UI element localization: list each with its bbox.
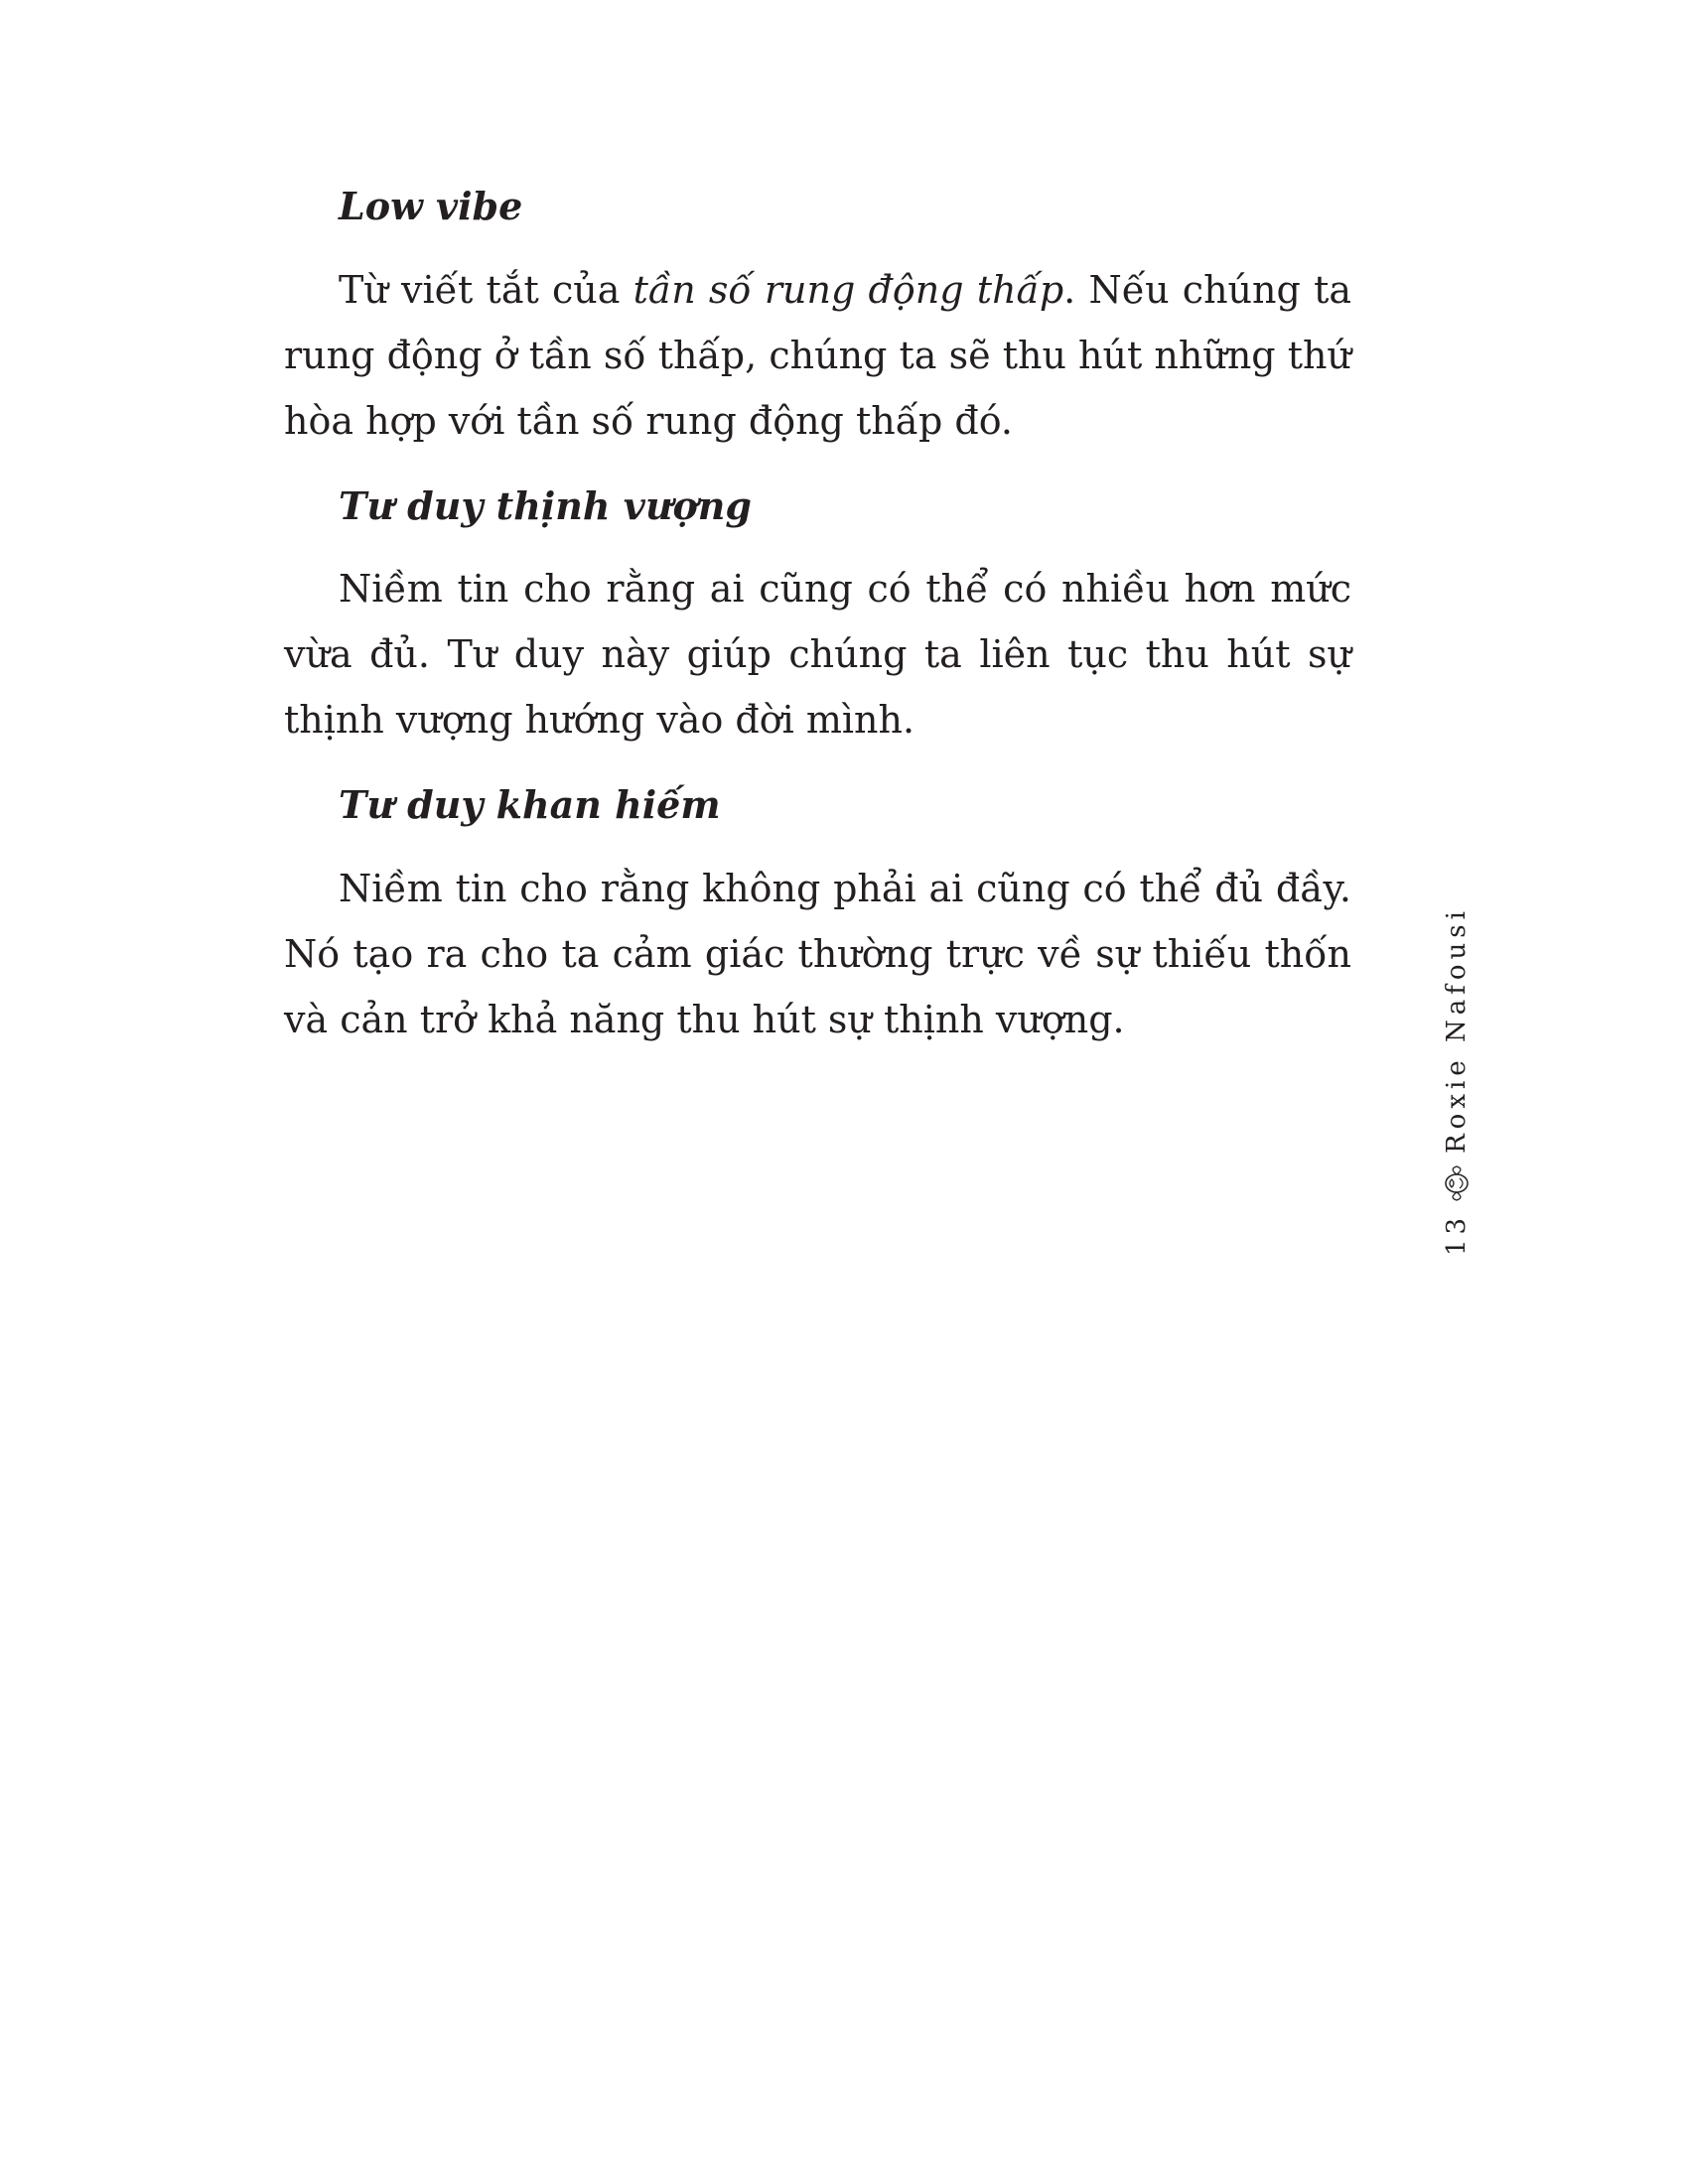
entry-body-text: . Nếu chúng ta rung động ở tần số thấp, chúng ta sẽ thu hút những thứ hòa hợp với tần số rung động thấp đó.: [284, 267, 1351, 443]
entry-heading-abundance-mindset: Tư duy thịnh vượng: [339, 482, 752, 528]
entry-body-italic-term: tần số rung động thấp: [633, 267, 1064, 312]
running-footer: [1432, 906, 1481, 1256]
entry-body-text: Từ viết tắt của: [339, 267, 633, 312]
entry-body-scarcity-mindset: Niềm tin cho rằng không phải ai cũng có thể đủ đầy. Nó tạo ra cho ta cảm giác thường trực về sự thiếu thốn và cản trở khả năng thu hút sự thịnh vượng.: [284, 866, 1351, 1041]
ornament-icon: [1442, 1165, 1472, 1201]
page-number: 13: [1442, 1212, 1472, 1256]
entry-heading-low-vibe: Low vibe: [339, 184, 523, 228]
entry-body-low-vibe: [284, 257, 1351, 454]
entry-body-abundance-mindset: Niềm tin cho rằng ai cũng có thể có nhiều hơn mức vừa đủ. Tư duy này giúp chúng ta liên tục thu hút sự thịnh vượng hướng vào đời mình.: [284, 567, 1351, 743]
entry-heading-scarcity-mindset: Tư duy khan hiếm: [339, 782, 721, 828]
page-content: [284, 184, 1351, 1082]
author-name: Roxie Nafousi: [1442, 906, 1472, 1154]
